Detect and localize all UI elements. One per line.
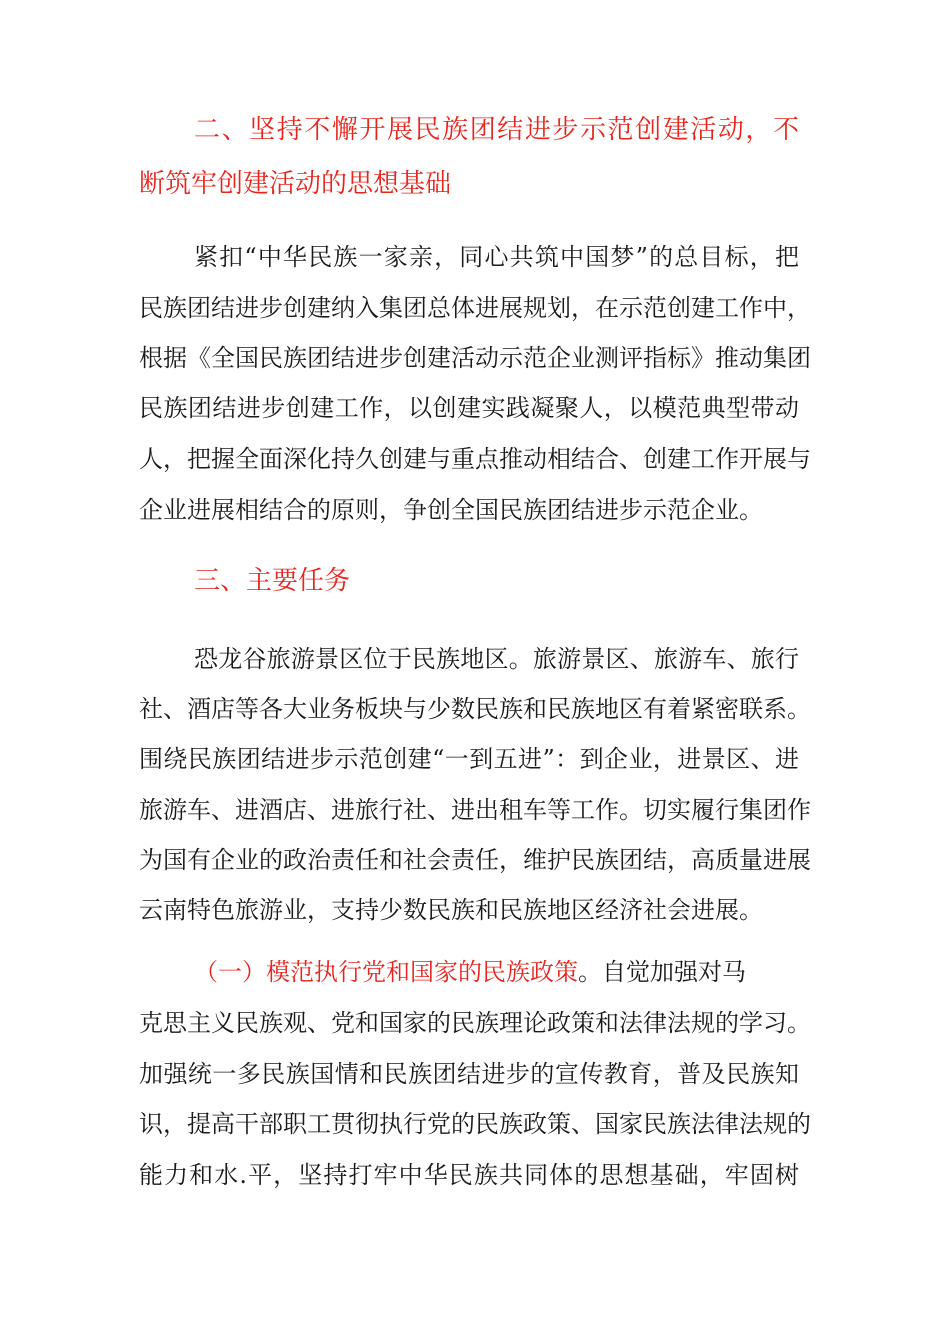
paragraph-1-line: 根据《全国民族团结进步创建活动示范企业测评指标》推动集团 [139,344,811,372]
paragraph-3-line: 识，提高干部职工贯彻执行党的民族政策、国家民族法律法规的 [139,1110,811,1138]
paragraph-2-line: 围绕民族团结进步示范创建“一到五进”：到企业，进景区、进 [139,745,799,773]
subsection-lead-red: （一）模范执行党和国家的民族政策 [194,958,578,986]
paragraph-1-line: 民族团结进步创建纳入集团总体进展规划，在示范创建工作中， [139,294,811,322]
section-heading-3: 三、主要任务 [194,566,351,596]
paragraph-3-line: 能力和水.平，坚持打牢中华民族共同体的思想基础，牢固树 [139,1161,799,1189]
section-heading-2-line-2: 断筑牢创建活动的思想基础 [139,169,452,199]
paragraph-1-line: 人，把握全面深化持久创建与重点推动相结合、创建工作开展与 [139,445,811,473]
paragraph-1-line: 紧扣“中华民族一家亲，同心共筑中国梦”的总目标，把 [194,243,799,271]
paragraph-3-first-line [194,955,799,989]
paragraph-2-line: 为国有企业的政治责任和社会责任，维护民族团结，高质量进展 [139,846,811,874]
paragraph-2-line: 社、酒店等各大业务板块与少数民族和民族地区有着紧密联系。 [139,695,811,723]
section-heading-2-line-1: 二、坚持不懈开展民族团结进步示范创建活动，不 [194,115,799,145]
paragraph-3-line: 加强统一多民族国情和民族团结进步的宣传教育，普及民族知 [139,1060,799,1088]
paragraph-3-line: 克思主义民族观、党和国家的民族理论政策和法律法规的学习。 [139,1009,811,1037]
paragraph-1-line: 企业进展相结合的原则，争创全国民族团结进步示范企业。 [139,496,763,524]
paragraph-3-first-line-rest: 。自觉加强对马 [578,958,746,986]
paragraph-1-line: 民族团结进步创建工作，以创建实践凝聚人，以模范典型带动 [139,394,799,422]
paragraph-2-line: 云南特色旅游业，支持少数民族和民族地区经济社会进展。 [139,896,763,924]
paragraph-2-line: 恐龙谷旅游景区位于民族地区。旅游景区、旅游车、旅行 [194,645,799,673]
paragraph-2-line: 旅游车、进酒店、进旅行社、进出租车等工作。切实履行集团作 [139,796,811,824]
